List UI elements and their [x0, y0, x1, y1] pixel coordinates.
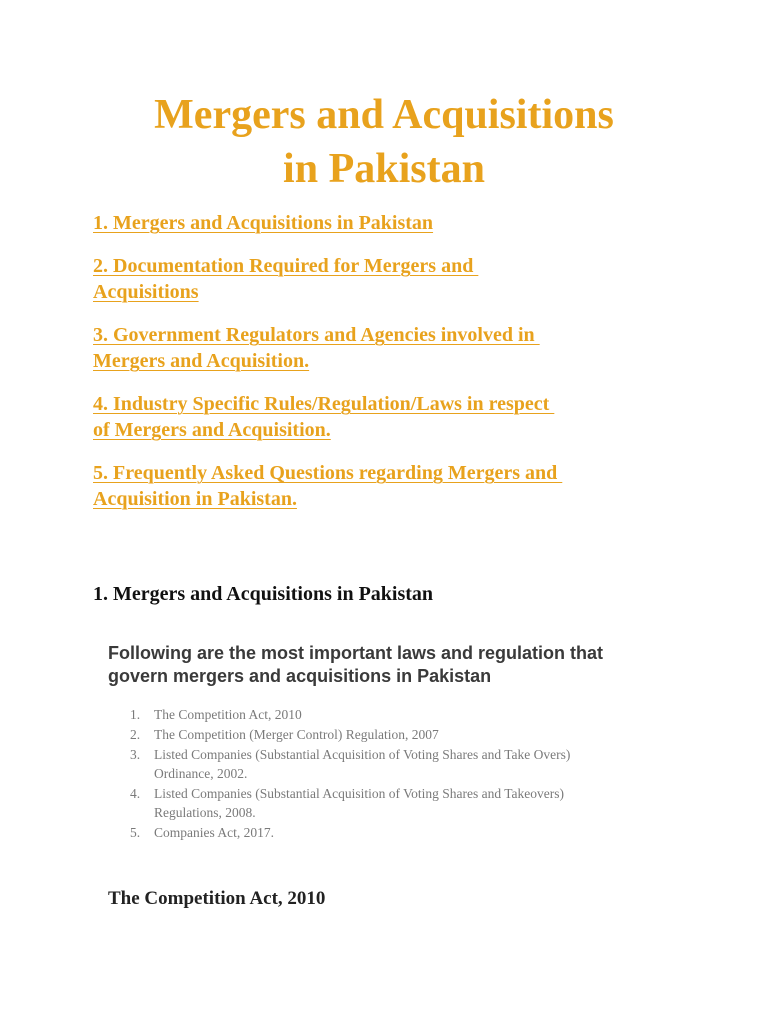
- toc-link-text: of Mergers and Acquisition.: [93, 419, 331, 441]
- toc-item-4: [93, 391, 693, 443]
- list-item-line: Ordinance, 2002.: [154, 766, 248, 781]
- toc-link-regulators[interactable]: [93, 322, 693, 374]
- list-item-line: Listed Companies (Substantial Acquisition of Voting Shares and Takeovers): [154, 786, 565, 801]
- page-title-line-1: Mergers and Acquisitions: [154, 92, 614, 138]
- toc-link-text: 5. Frequently Asked Questions regarding Mergers and: [93, 462, 563, 484]
- toc-link-text: Acquisitions: [93, 281, 199, 303]
- section-heading: 1. Mergers and Acquisitions in Pakistan: [93, 583, 434, 605]
- toc-link-text: Mergers and Acquisition.: [93, 350, 310, 372]
- page-title: [0, 88, 768, 196]
- toc-link-text: 2. Documentation Required for Mergers and: [93, 255, 479, 277]
- toc-item-2: [93, 253, 693, 305]
- laws-list: [108, 705, 668, 843]
- subsection-heading: The Competition Act, 2010: [108, 888, 326, 909]
- list-item: [108, 705, 668, 724]
- toc-item-3: [93, 322, 693, 374]
- list-item-text: [154, 784, 668, 822]
- list-item: [108, 784, 668, 822]
- toc-item-1: [93, 210, 693, 236]
- list-item-text: [154, 705, 668, 724]
- toc-link-mergers-acquisitions[interactable]: [93, 210, 693, 236]
- list-item-number: 2.: [130, 727, 141, 742]
- list-item-text: [154, 823, 668, 842]
- toc-link-text: Acquisition in Pakistan.: [93, 488, 297, 510]
- toc-link-faq[interactable]: [93, 460, 693, 512]
- list-item-number: 4.: [130, 786, 141, 801]
- list-item-text: [154, 745, 668, 783]
- section-intro-line-2: govern mergers and acquisitions in Pakistan: [108, 666, 492, 686]
- toc-link-text: 4. Industry Specific Rules/Regulation/Laws in respect: [93, 393, 555, 415]
- toc-link-text: 1. Mergers and Acquisitions in Pakistan: [93, 212, 434, 234]
- list-item: [108, 725, 668, 744]
- list-item-line: The Competition (Merger Control) Regulation, 2007: [154, 727, 439, 742]
- list-item-number: 3.: [130, 747, 141, 762]
- list-item-line: Companies Act, 2017.: [154, 825, 274, 840]
- toc-link-text: 3. Government Regulators and Agencies involved in: [93, 324, 540, 346]
- list-item: [108, 823, 668, 842]
- list-item-line: Listed Companies (Substantial Acquisition of Voting Shares and Take Overs): [154, 747, 571, 762]
- list-item-line: The Competition Act, 2010: [154, 707, 302, 722]
- toc-item-5: [93, 460, 693, 512]
- section-intro: [108, 642, 688, 688]
- list-item-number: 1.: [130, 707, 141, 722]
- page-title-line-2: in Pakistan: [283, 146, 485, 192]
- list-item-number: 5.: [130, 825, 141, 840]
- toc-link-industry-rules[interactable]: [93, 391, 693, 443]
- list-item-line: Regulations, 2008.: [154, 805, 256, 820]
- list-item: [108, 745, 668, 783]
- list-item-text: [154, 725, 668, 744]
- section-intro-line-1: Following are the most important laws and regulation that: [108, 643, 604, 663]
- toc-link-documentation[interactable]: [93, 253, 693, 305]
- table-of-contents: [93, 210, 693, 529]
